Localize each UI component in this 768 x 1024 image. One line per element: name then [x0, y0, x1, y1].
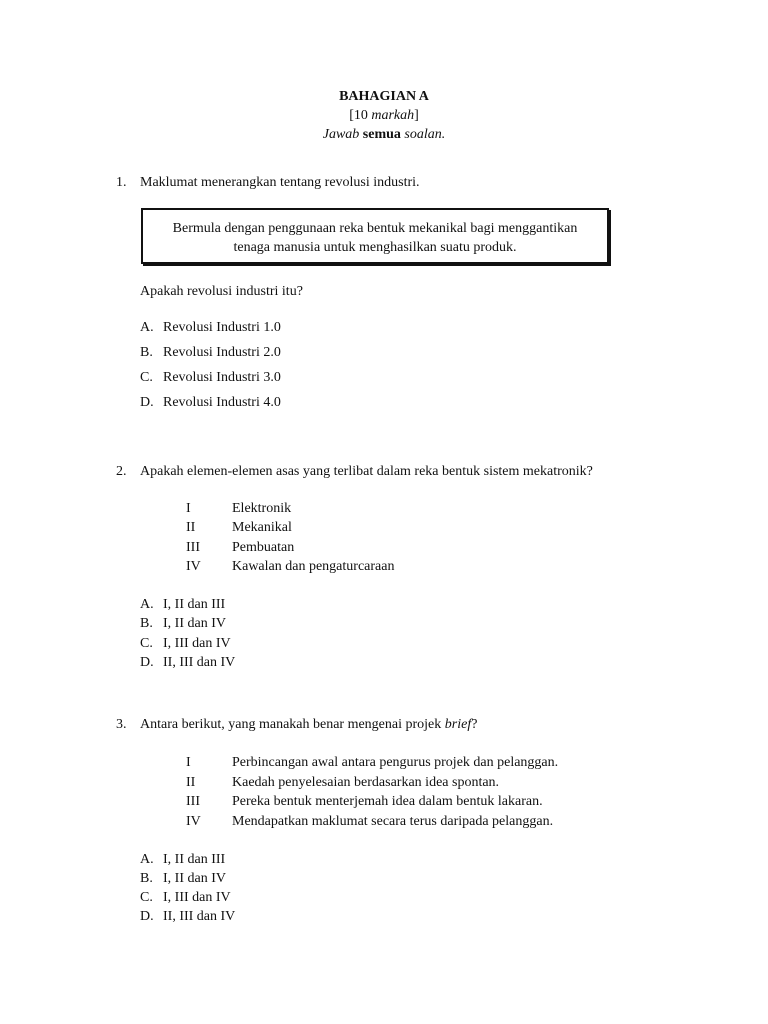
q2-item-3-text: Pembuatan [232, 540, 295, 555]
q3-option-b-letter: B. [140, 871, 153, 886]
q3-item-4-text: Mendapatkan maklumat secara terus daripada pelanggan. [232, 814, 554, 829]
q3-item-3-text: Pereka bentuk menterjemah idea dalam bentuk lakaran. [232, 794, 543, 809]
q3-item-1-numeral: I [186, 755, 191, 770]
q1-option-d-text: Revolusi Industri 4.0 [163, 395, 281, 410]
q3-option-b-text: I, II dan IV [163, 871, 226, 886]
q2-option-a-text: I, II dan III [163, 597, 226, 612]
q1-info-box [141, 208, 609, 264]
q3-item-2-numeral: II [186, 775, 196, 790]
q3-item-3-numeral: III [186, 794, 200, 809]
q3-option-a-letter: A. [140, 852, 154, 867]
q2-option-c-letter: C. [140, 636, 153, 651]
section-instruction [0, 126, 768, 144]
q3-item-2-text: Kaedah penyelesaian berdasarkan idea spontan. [232, 775, 500, 790]
q2-item-4-numeral: IV [186, 559, 201, 574]
q3-stem-italic: brief [444, 717, 472, 732]
q3-stem-after: ? [471, 717, 478, 732]
section-title: BAHAGIAN A [339, 89, 429, 104]
q1-number: 1. [116, 175, 127, 190]
q3-option-d-letter: D. [140, 909, 154, 924]
q1-option-d-letter: D. [140, 395, 154, 410]
instruction-jawab: Jawab [322, 127, 360, 142]
q3-option-a-text: I, II dan III [163, 852, 226, 867]
q2-item-3-numeral: III [186, 540, 200, 555]
q3-option-c-text: I, III dan IV [163, 890, 231, 905]
q3-number: 3. [116, 717, 127, 732]
q3-option-d-text: II, III dan IV [163, 909, 236, 924]
q2-item-1-numeral: I [186, 501, 191, 516]
q3-stem [140, 716, 477, 734]
q2-option-a-letter: A. [140, 597, 154, 612]
q1-option-a-letter: A. [140, 320, 154, 335]
q3-item-4-numeral: IV [186, 814, 201, 829]
q1-option-b-text: Revolusi Industri 2.0 [163, 345, 281, 360]
q1-question: Apakah revolusi industri itu? [140, 284, 303, 299]
q3-stem-before: Antara berikut, yang manakah benar mengenai projek [140, 717, 445, 732]
instruction-semua: semua [362, 127, 401, 142]
section-marks [0, 107, 768, 125]
q1-box-line2: tenaga manusia untuk menghasilkan suatu produk. [233, 240, 517, 255]
q2-item-1-text: Elektronik [232, 501, 292, 516]
q2-item-2-text: Mekanikal [232, 520, 292, 535]
q2-item-2-numeral: II [186, 520, 196, 535]
q2-number: 2. [116, 464, 127, 479]
q2-option-b-text: I, II dan IV [163, 616, 226, 631]
q3-option-c-letter: C. [140, 890, 153, 905]
instruction-soalan: soalan. [404, 127, 446, 142]
q2-option-d-letter: D. [140, 655, 154, 670]
q2-item-4-text: Kawalan dan pengaturcaraan [232, 559, 395, 574]
q3-item-1-text: Perbincangan awal antara pengurus projek dan pelanggan. [232, 755, 559, 770]
q2-stem: Apakah elemen-elemen asas yang terlibat dalam reka bentuk sistem mekatronik? [140, 464, 593, 479]
q2-option-d-text: II, III dan IV [163, 655, 236, 670]
q2-option-c-text: I, III dan IV [163, 636, 231, 651]
marks-open: [10 [349, 108, 372, 123]
q1-option-c-text: Revolusi Industri 3.0 [163, 370, 281, 385]
q1-option-a-text: Revolusi Industri 1.0 [163, 320, 281, 335]
q1-option-b-letter: B. [140, 345, 153, 360]
marks-close: ] [414, 108, 419, 123]
q2-option-b-letter: B. [140, 616, 153, 631]
q1-option-c-letter: C. [140, 370, 153, 385]
marks-word: markah [371, 108, 415, 123]
q1-box-line1: Bermula dengan penggunaan reka bentuk mekanikal bagi menggantikan [172, 221, 578, 236]
q1-stem: Maklumat menerangkan tentang revolusi industri. [140, 175, 420, 190]
